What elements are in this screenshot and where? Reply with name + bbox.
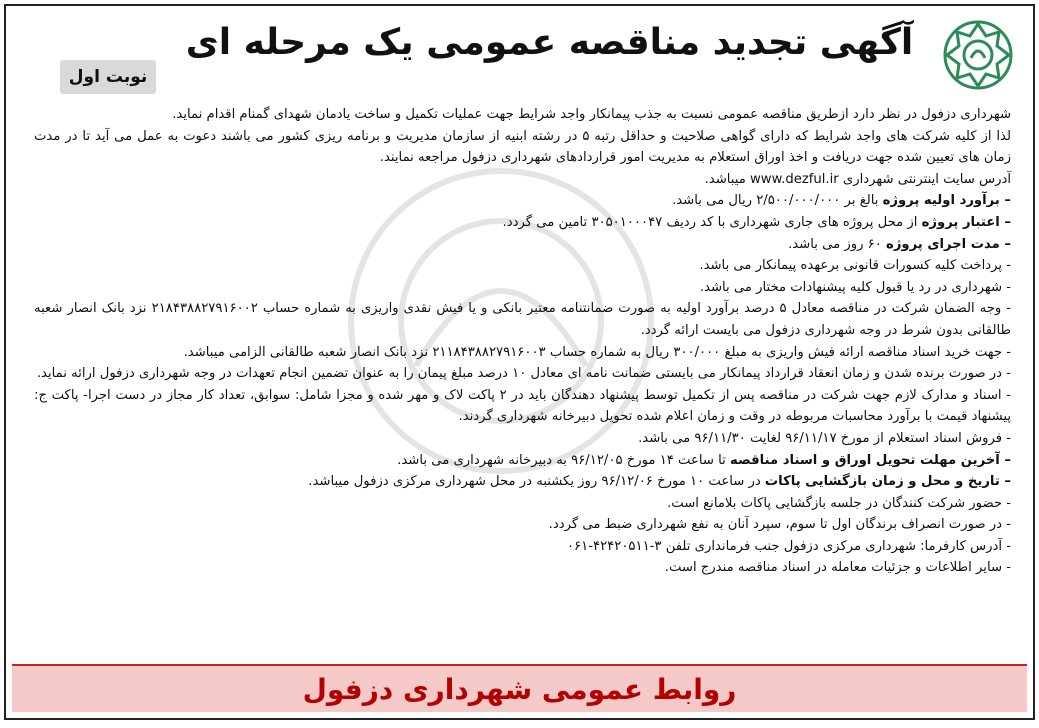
- notice-title: آگهی تجدید مناقصه عمومی یک مرحله ای: [185, 22, 914, 63]
- paragraph-guarantee: - وجه الضمان شرکت در مناقصه معادل ۵ درصد برآورد اولیه به صورت ضمانتنامه معتبر بانکی و یا فیش نقدی واریزی به شماره حساب ۲۱۸۴۳۸۸۲۷۹۱۶۰۰۲ نزد بانک انصار شعبه طالقانی بدون شرط در وجه شهرداری دزفول می بایست ارائه گردد.: [34, 301, 1012, 338]
- paragraph-estimate: – برآورد اولیه پروژه بالغ بر ۲/۵۰۰/۰۰۰/۰۰۰ ریال می باشد.: [672, 193, 1011, 209]
- notice-body: [34, 104, 1011, 579]
- notice-header: [14, 14, 1025, 92]
- paragraph-duration: – مدت اجرای پروژه ۶۰ روز می باشد.: [788, 236, 1011, 252]
- paragraph-attendance: - حضور شرکت کنندگان در جلسه بازگشایی پاکات بلامانع است.: [667, 495, 1011, 511]
- paragraph-other: - سایر اطلاعات و جزئیات معامله در اسناد مناقصه مندرج است.: [664, 560, 1011, 576]
- paragraph-deductions: - پرداخت کلیه کسورات قانونی برعهده پیمانکار می باشد.: [699, 258, 1011, 274]
- paragraph-deadline: – آخرین مهلت تحویل اوراق و اسناد مناقصه تا ساعت ۱۴ مورخ ۹۶/۱۲/۰۵ به دبیرخانه شهرداری می باشد.: [397, 452, 1011, 468]
- notice-page: [4, 4, 1035, 720]
- paragraph-documents: - اسناد و مدارک لازم جهت شرکت در مناقصه پس از تکمیل توسط پیشنهاد دهندگان باید در ۲ پاکت لاک و مهر شده و مجزا شامل: سوابق، تعداد کار مجاز در دست اجرا- پاکت ج: پیشنهاد قیمت با برآورد محاسبات مربوطه در وقت و زمان اعلام شده تحویل دبیرخانه شهرداری گردند.: [34, 387, 1011, 425]
- paragraph-rights: - شهرداری در رد یا قبول کلیه پیشنهادات مختار می باشد.: [699, 279, 1011, 295]
- paragraph-website: آدرس سایت اینترنتی شهرداری www.dezful.ir میباشد.: [704, 171, 1011, 187]
- paragraph-sale-dates: - فروش اسناد استعلام از مورخ ۹۶/۱۱/۱۷ لغایت ۹۶/۱۱/۳۰ می باشد.: [638, 430, 1011, 446]
- municipality-logo-icon: [941, 18, 1015, 92]
- paragraph-contract: - در صورت برنده شدن و زمان انعقاد قرارداد پیمانکار می بایستی ضمانت نامه ای معادل ۱۰ درصد مبلغ پیمان را به عنوان تضمین انجام تعهدات در وجه شهرداری دزفول ارائه نماید.: [36, 366, 1011, 382]
- paragraph-withdrawal: - در صورت انصراف برندگان اول تا سوم، سپرد آنان به نفع شهرداری ضبط می گردد.: [548, 517, 1011, 533]
- paragraph-invitation: لذا از کلیه شرکت های واجد شرایط که دارای گواهی صلاحیت و حداقل رتبه ۵ در رشته ابنیه از سازمان مدیریت و برنامه ریزی کشور می باشند دعوت به عمل می آید تا در مدت زمان های تعیین شده جهت دریافت و اخذ اوراق استعلام به مدیریت امور قراردادهای شهرداری دزفول مراجعه نمایند.: [34, 128, 1011, 166]
- paragraph-intro: شهرداری دزفول در نظر دارد ازطریق مناقصه عمومی نسبت به جذب پیمانکار واجد شرایط جهت عملیات تکمیل و ساخت یادمان شهدای گمنام اقدام نماید.: [172, 107, 1011, 122]
- paragraph-opening: – تاریخ و محل و زمان بازگشایی پاکات در ساعت ۱۰ مورخ ۹۶/۱۲/۰۶ روز یکشنبه در محل شهرداری مرکزی دزفول میباشد.: [308, 474, 1011, 490]
- paragraph-budget: – اعتبار پروژه از محل پروژه های جاری شهرداری با کد ردیف ۳۰۵۰۱۰۰۰۴۷ تامین می گردد.: [502, 214, 1011, 230]
- footer-banner: [12, 664, 1027, 712]
- paragraph-purchase: - جهت خرید اسناد مناقصه ارائه فیش واریزی به مبلغ ۳۰۰/۰۰۰ ریال به شماره حساب ۲۱۱۸۴۳۸۸۲۷۹۱۶۰۰۳ نزد بانک انصار شعبه طالقانی الزامی میباشد.: [183, 344, 1011, 360]
- paragraph-address: - آدرس کارفرما: شهرداری مرکزی دزفول جنب فرمانداری تلفن ۳-۴۲۴۲۰۵۱۱-۰۶۱: [566, 538, 1011, 554]
- footer-title: روابط عمومی شهرداری دزفول: [302, 672, 737, 706]
- edition-badge: نوبت اول: [60, 60, 156, 94]
